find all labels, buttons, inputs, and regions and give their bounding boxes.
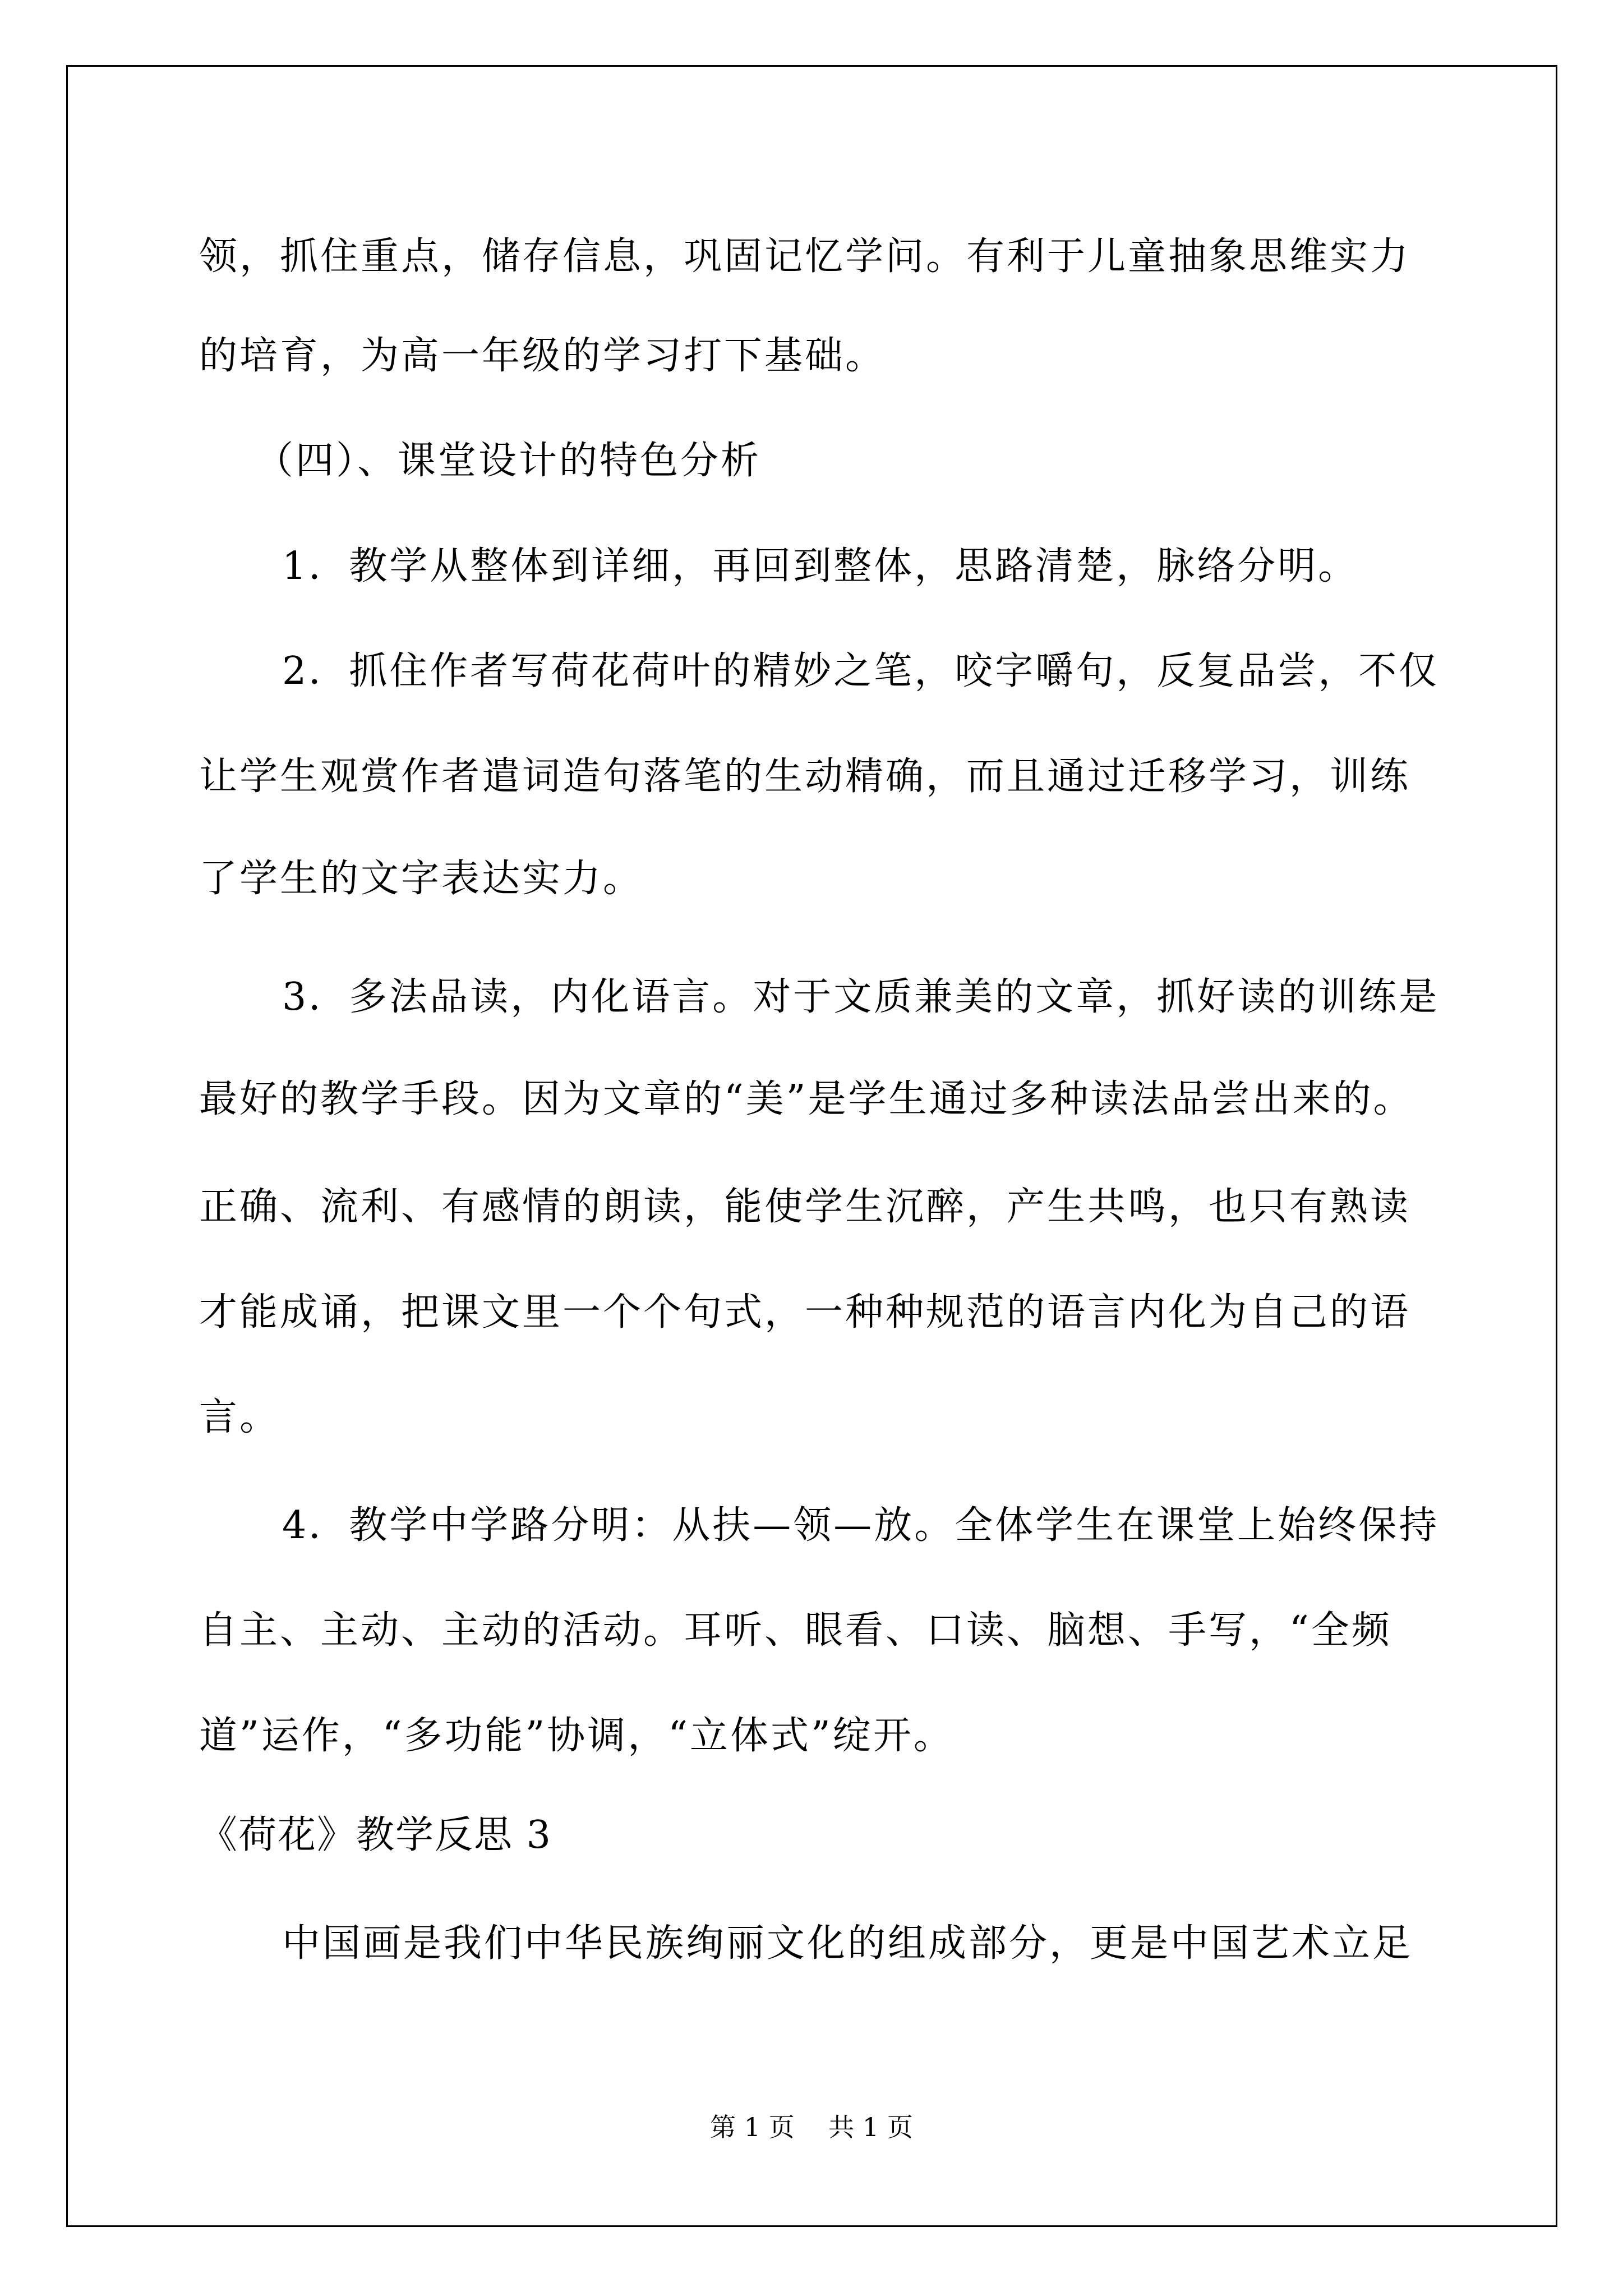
- text-line: 4．教学中学路分明：从扶—领—放。全体学生在课堂上始终保持: [282, 1503, 1440, 1548]
- text-line: 的培育，为高一年级的学习打下基础。: [199, 334, 886, 378]
- text-line: 让学生观赏作者遣词造句落笔的生动精确，而且通过迁移学习，训练: [199, 754, 1411, 799]
- page-border: [66, 65, 1557, 2227]
- text-line: 1．教学从整体到详细，再回到整体，思路清楚，脉络分明。: [282, 544, 1359, 588]
- text-line: 3．多法品读，内化语言。对于文质兼美的文章，抓好读的训练是: [282, 975, 1440, 1019]
- text-line: 言。: [199, 1395, 280, 1439]
- page-footer: 第 1 页 共 1 页: [710, 2112, 913, 2142]
- text-line: 最好的教学手段。因为文章的“美”是学生通过多种读法品尝出来的。: [199, 1077, 1414, 1121]
- text-line: 道”运作，“多功能”协调，“立体式”绽开。: [199, 1714, 954, 1758]
- text-line: 中国画是我们中华民族绚丽文化的组成部分，更是中国艺术立足: [282, 1921, 1413, 1966]
- text-line: 2．抓住作者写荷花荷叶的精妙之笔，咬字嚼句，反复品尝，不仅: [282, 649, 1440, 693]
- text-line: 正确、流利、有感情的朗读，能使学生沉醉，产生共鸣，也只有熟读: [199, 1185, 1411, 1229]
- text-line: 了学生的文字表达实力。: [199, 857, 644, 901]
- article-title: 《荷花》教学反思 3: [199, 1813, 552, 1857]
- section-heading: （四）、课堂设计的特色分析: [255, 439, 762, 483]
- text-line: 自主、主动、主动的活动。耳听、眼看、口读、脑想、手写，“全频: [199, 1608, 1392, 1653]
- text-line: 才能成诵，把课文里一个个句式，一种种规范的语言内化为自己的语: [199, 1290, 1411, 1335]
- text-line: 领，抓住重点，储存信息，巩固记忆学问。有利于儿童抽象思维实力: [199, 234, 1411, 279]
